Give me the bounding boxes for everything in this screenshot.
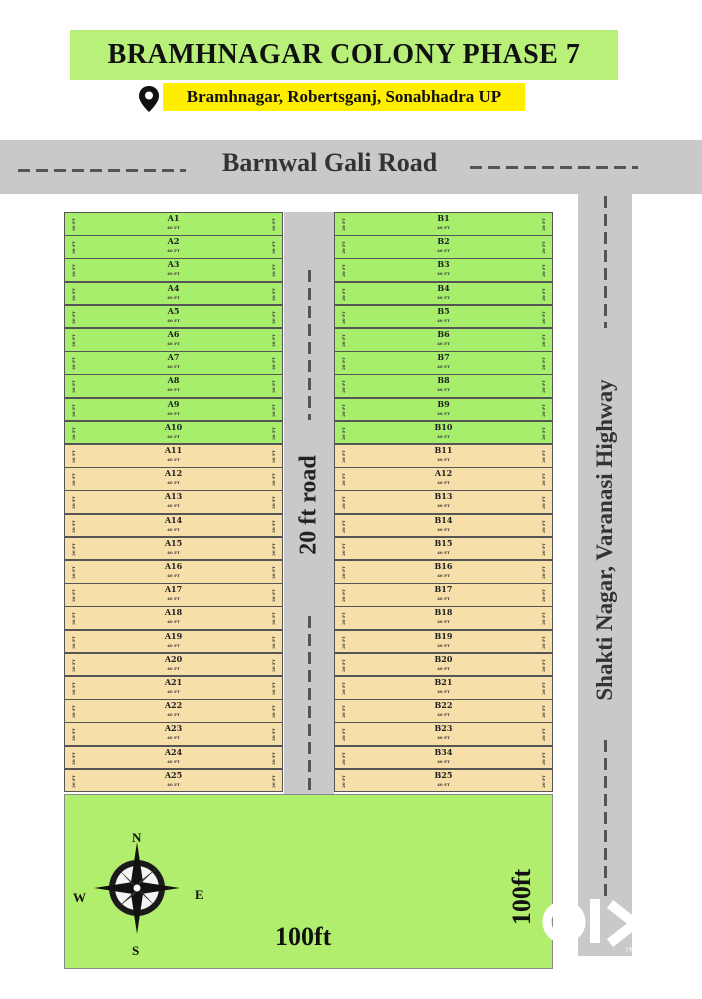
plot-side-label-left: 20 FT	[340, 751, 346, 765]
plot-right	[334, 560, 553, 584]
location-text: Bramhnagar, Robertsganj, Sonabhadra UP	[186, 87, 502, 106]
plot-left	[64, 676, 283, 700]
plot-number: A14	[164, 514, 183, 525]
plot-number: A16	[164, 561, 183, 571]
plot-side-label-right: 20 FT	[541, 635, 547, 649]
side-road-label: Shakti Nagar, Varanasi Highway	[592, 379, 617, 701]
plot-side-label-left: 20 FT	[70, 450, 76, 463]
plot-number: B23	[434, 723, 453, 734]
plot-width-label: 40 FT	[167, 248, 180, 254]
plot-side-label-left: 20 FT	[340, 519, 346, 533]
plot-side-label-right: 20 FT	[271, 728, 277, 742]
plot-side-label-right: 20 FT	[271, 403, 277, 417]
plot-width-label: 40 FT	[167, 573, 180, 578]
plot-side-label-right: 20 FT	[271, 380, 277, 394]
title-banner	[70, 30, 618, 80]
plot-side-label-left: 20 FT	[340, 241, 346, 255]
plot-number: B7	[437, 352, 450, 363]
plot-width-label: 40 FT	[437, 341, 450, 346]
plot-width-label: 40 FT	[437, 317, 450, 323]
plot-right	[334, 537, 553, 561]
plot-side-label-left: 20 FT	[70, 635, 76, 649]
plot-width-label: 40 FT	[167, 480, 180, 486]
plot-width-label: 40 FT	[437, 758, 450, 764]
plot-width-label: 40 FT	[437, 549, 450, 555]
plot-left	[64, 328, 283, 352]
plot-side-label-left: 20 FT	[340, 589, 346, 603]
plot-width-label: 40 FT	[167, 665, 180, 671]
plot-side-label-right: 20 FT	[541, 264, 547, 278]
plot-side-label-left: 20 FT	[70, 705, 76, 719]
plot-side-label-right: 20 FT	[541, 287, 547, 301]
top-road-label: Barnwal Gali Road	[222, 148, 438, 177]
plot-width-label: 40 FT	[437, 573, 450, 578]
plot-left	[64, 467, 283, 491]
plot-number: B17	[434, 584, 453, 595]
plot-left	[64, 490, 283, 514]
plot-right	[334, 235, 553, 259]
plot-side-label-left: 20 FT	[340, 380, 346, 394]
plot-number: B3	[437, 259, 450, 270]
plot-number: A2	[167, 236, 180, 247]
plot-width-label: 40 FT	[437, 619, 450, 625]
plot-side-label-right: 20 FT	[541, 403, 547, 417]
plot-width-label: 40 FT	[437, 457, 450, 462]
plot-right	[334, 676, 553, 700]
plot-width-label: 40 FT	[437, 433, 450, 439]
plot-side-label-left: 20 FT	[340, 705, 346, 719]
plot-left	[64, 374, 283, 398]
plot-number: B1	[437, 213, 450, 223]
plot-width-label: 40 FT	[167, 689, 180, 694]
plot-number: B25	[434, 769, 453, 780]
plot-number: B14	[434, 514, 453, 525]
plot-side-label-right: 20 FT	[541, 380, 547, 394]
plot-side-label-right: 20 FT	[271, 473, 277, 487]
plot-left	[64, 560, 283, 584]
compass-east: E	[195, 887, 204, 902]
plot-number: A4	[167, 282, 180, 293]
plot-side-label-left: 20 FT	[340, 310, 346, 324]
plot-side-label-right: 20 FT	[541, 589, 547, 603]
plot-side-label-right: 20 FT	[541, 334, 547, 347]
plot-right	[334, 212, 553, 236]
plot-number: B19	[434, 630, 453, 641]
plot-width-label: 40 FT	[437, 712, 450, 718]
plot-right	[334, 653, 553, 677]
plot-number: B9	[437, 398, 450, 409]
plot-side-label-right: 20 FT	[541, 310, 547, 324]
plot-side-label-left: 20 FT	[340, 635, 346, 649]
plot-width-label: 40 FT	[437, 596, 450, 602]
plot-number: B8	[437, 375, 450, 386]
plot-side-label-right: 20 FT	[271, 542, 277, 556]
plot-number: B18	[434, 607, 453, 618]
plot-right	[334, 722, 553, 746]
park-width-label: 100ft	[275, 922, 332, 951]
plot-width-label: 40 FT	[167, 735, 180, 741]
location-pin-icon	[138, 85, 160, 113]
plot-right	[334, 444, 553, 468]
plot-width-label: 40 FT	[167, 433, 180, 439]
plot-width-label: 40 FT	[167, 549, 180, 555]
plot-left	[64, 444, 283, 468]
page-title: BRAMHNAGAR COLONY PHASE 7	[107, 39, 581, 70]
plot-width-label: 40 FT	[437, 526, 450, 532]
plot-left	[64, 653, 283, 677]
plot-side-label-left: 20 FT	[340, 218, 346, 231]
plot-width-label: 40 FT	[437, 735, 450, 741]
plot-width-label: 40 FT	[167, 596, 180, 602]
plot-side-label-left: 20 FT	[340, 334, 346, 347]
plot-width-label: 40 FT	[167, 619, 180, 625]
plot-width-label: 40 FT	[437, 503, 450, 509]
plot-side-label-left: 20 FT	[70, 728, 76, 742]
plot-left	[64, 699, 283, 723]
plot-side-label-right: 20 FT	[271, 589, 277, 603]
plot-left	[64, 212, 283, 236]
plot-width-label: 40 FT	[437, 364, 450, 370]
plot-left	[64, 305, 283, 329]
park-depth-label: 100ft	[507, 868, 536, 926]
plot-right	[334, 258, 553, 282]
plot-side-label-left: 20 FT	[70, 519, 76, 533]
middle-road-dash-bottom	[308, 616, 311, 791]
plot-number: A25	[164, 769, 183, 780]
plot-right	[334, 282, 553, 306]
plot-number: A1	[167, 213, 180, 223]
plot-width-label: 40 FT	[437, 294, 450, 300]
plot-left	[64, 606, 283, 630]
plot-side-label-left: 20 FT	[70, 566, 76, 579]
plot-number: B4	[437, 282, 450, 293]
middle-road-label: 20 ft road	[295, 455, 322, 555]
plot-number: B20	[434, 653, 453, 664]
plot-number: A23	[164, 723, 183, 734]
plot-number: A8	[167, 375, 180, 386]
plot-right	[334, 398, 553, 422]
plot-left	[64, 351, 283, 375]
plot-side-label-right: 20 FT	[271, 450, 277, 463]
plot-right	[334, 328, 553, 352]
plot-width-label: 40 FT	[437, 480, 450, 486]
plot-number: B5	[437, 305, 450, 316]
plot-number: A12	[434, 468, 453, 479]
plot-side-label-right: 20 FT	[271, 705, 277, 719]
plot-left	[64, 258, 283, 282]
plot-side-label-right: 20 FT	[541, 682, 547, 695]
compass-south: S	[132, 943, 140, 958]
plot-width-label: 40 FT	[167, 410, 180, 416]
plot-number: B2	[437, 236, 450, 247]
plot-side-label-left: 20 FT	[340, 426, 346, 440]
plot-right	[334, 699, 553, 723]
plot-side-label-left: 20 FT	[70, 496, 76, 510]
plot-number: B11	[434, 445, 453, 455]
plot-side-label-left: 20 FT	[70, 241, 76, 255]
plot-number: A17	[164, 584, 183, 595]
plot-side-label-right: 20 FT	[541, 473, 547, 487]
plot-number: A22	[164, 700, 183, 711]
plot-number: B10	[434, 421, 453, 432]
plot-right	[334, 490, 553, 514]
plot-left	[64, 583, 283, 607]
top-road-dash-left	[18, 169, 186, 172]
plot-side-label-right: 20 FT	[271, 287, 277, 301]
plot-number: A11	[164, 445, 183, 455]
plot-side-label-right: 20 FT	[271, 635, 277, 649]
plot-number: B13	[434, 491, 453, 502]
plot-number: A10	[164, 421, 183, 432]
plot-right	[334, 746, 553, 770]
plot-number: A21	[164, 677, 183, 687]
side-road-dash-top	[604, 196, 607, 328]
plot-side-label-right: 20 FT	[271, 658, 277, 672]
plot-width-label: 40 FT	[167, 503, 180, 509]
plot-width-label: 40 FT	[167, 364, 180, 370]
plot-width-label: 40 FT	[437, 689, 450, 694]
plot-side-label-left: 20 FT	[340, 496, 346, 510]
plot-side-label-left: 20 FT	[340, 566, 346, 579]
plot-width-label: 40 FT	[167, 294, 180, 300]
plot-side-label-left: 20 FT	[70, 264, 76, 278]
plot-side-label-right: 20 FT	[541, 774, 547, 788]
plot-side-label-right: 20 FT	[541, 426, 547, 440]
plot-side-label-left: 20 FT	[70, 658, 76, 672]
plot-side-label-right: 20 FT	[271, 334, 277, 347]
plot-side-label-right: 20 FT	[541, 496, 547, 510]
plot-side-label-right: 20 FT	[541, 357, 547, 371]
plot-number: B21	[434, 677, 453, 687]
plot-number: B6	[437, 329, 450, 339]
plot-side-label-right: 20 FT	[271, 751, 277, 765]
plot-side-label-right: 20 FT	[541, 566, 547, 579]
plot-side-label-left: 20 FT	[70, 310, 76, 324]
plot-number: B16	[434, 561, 453, 571]
plot-number: B15	[434, 537, 453, 548]
plot-left	[64, 537, 283, 561]
plot-left	[64, 398, 283, 422]
plot-side-label-right: 20 FT	[271, 566, 277, 579]
plot-width-label: 40 FT	[437, 271, 450, 277]
plot-width-label: 40 FT	[167, 712, 180, 718]
plot-side-label-right: 20 FT	[541, 241, 547, 255]
plot-side-label-right: 20 FT	[271, 519, 277, 533]
plot-side-label-left: 20 FT	[340, 658, 346, 672]
plot-side-label-left: 20 FT	[70, 774, 76, 788]
plot-width-label: 40 FT	[167, 271, 180, 277]
plot-side-label-left: 20 FT	[70, 682, 76, 695]
plot-right	[334, 769, 553, 793]
plot-side-label-left: 20 FT	[70, 334, 76, 347]
plot-right	[334, 305, 553, 329]
plot-number: A15	[164, 537, 183, 548]
plot-left	[64, 514, 283, 538]
plot-side-label-left: 20 FT	[340, 728, 346, 742]
plot-side-label-right: 20 FT	[271, 241, 277, 255]
plot-side-label-right: 20 FT	[541, 542, 547, 556]
plot-side-label-right: 20 FT	[541, 218, 547, 231]
compass-north: N	[132, 830, 142, 845]
plot-side-label-left: 20 FT	[340, 682, 346, 695]
plot-side-label-right: 20 FT	[541, 519, 547, 533]
plot-number: A13	[164, 491, 183, 502]
location-banner	[163, 83, 525, 111]
plot-side-label-right: 20 FT	[271, 426, 277, 440]
plot-side-label-left: 20 FT	[70, 357, 76, 371]
plot-side-label-right: 20 FT	[271, 496, 277, 510]
plot-side-label-left: 20 FT	[340, 287, 346, 301]
plot-width-label: 40 FT	[167, 526, 180, 532]
compass-rose-icon	[92, 838, 182, 938]
plot-number: A9	[167, 398, 180, 409]
plot-side-label-left: 20 FT	[70, 287, 76, 301]
plot-right	[334, 514, 553, 538]
plot-side-label-left: 20 FT	[340, 473, 346, 487]
watermark-subtext: INDIA	[626, 946, 651, 954]
plot-side-label-right: 20 FT	[271, 682, 277, 695]
plot-number: A3	[167, 259, 180, 270]
plot-side-label-left: 20 FT	[70, 589, 76, 603]
plot-side-label-left: 20 FT	[70, 380, 76, 394]
compass-west: W	[73, 890, 86, 905]
plot-number: A5	[167, 305, 180, 316]
plot-side-label-right: 20 FT	[271, 357, 277, 371]
plot-width-label: 40 FT	[167, 341, 180, 346]
plot-side-label-left: 20 FT	[340, 612, 346, 626]
plot-side-label-left: 20 FT	[70, 473, 76, 487]
plot-number: A12	[164, 468, 183, 479]
plot-side-label-left: 20 FT	[340, 774, 346, 788]
plot-number: B22	[434, 700, 453, 711]
plot-left	[64, 421, 283, 445]
plot-side-label-left: 20 FT	[340, 542, 346, 556]
plot-width-label: 40 FT	[167, 457, 180, 462]
side-road-dash-bottom	[604, 740, 607, 900]
plot-side-label-right: 20 FT	[541, 705, 547, 719]
plot-side-label-right: 20 FT	[271, 774, 277, 788]
plot-side-label-right: 20 FT	[541, 612, 547, 626]
plot-right	[334, 421, 553, 445]
plot-right	[334, 606, 553, 630]
plot-side-label-right: 20 FT	[271, 264, 277, 278]
plot-number: A24	[164, 746, 183, 757]
plot-right	[334, 351, 553, 375]
plot-side-label-left: 20 FT	[340, 264, 346, 278]
plot-left	[64, 282, 283, 306]
plot-left	[64, 235, 283, 259]
plot-width-label: 40 FT	[437, 248, 450, 254]
plot-number: A19	[164, 630, 183, 641]
plot-side-label-left: 20 FT	[70, 612, 76, 626]
plot-number: A6	[167, 329, 180, 339]
plot-side-label-left: 20 FT	[70, 426, 76, 440]
plot-side-label-right: 20 FT	[271, 218, 277, 231]
plot-left	[64, 722, 283, 746]
plot-side-label-left: 20 FT	[340, 450, 346, 463]
plot-number: B34	[434, 746, 453, 757]
plot-width-label: 40 FT	[437, 665, 450, 671]
plot-side-label-right: 20 FT	[271, 612, 277, 626]
plot-number: A18	[164, 607, 183, 618]
plot-side-label-left: 20 FT	[340, 357, 346, 371]
plot-side-label-left: 20 FT	[340, 403, 346, 417]
plot-width-label: 40 FT	[437, 387, 450, 393]
plot-left	[64, 769, 283, 793]
plot-width-label: 40 FT	[167, 758, 180, 764]
plot-width-label: 40 FT	[167, 317, 180, 323]
plot-right	[334, 374, 553, 398]
plot-side-label-left: 20 FT	[70, 751, 76, 765]
plot-right	[334, 467, 553, 491]
plot-side-label-right: 20 FT	[541, 728, 547, 742]
plot-left	[64, 746, 283, 770]
plot-width-label: 40 FT	[167, 642, 180, 648]
top-road-dash-right	[470, 166, 638, 169]
plot-side-label-right: 20 FT	[541, 450, 547, 463]
plot-width-label: 40 FT	[437, 642, 450, 648]
plot-side-label-left: 20 FT	[70, 542, 76, 556]
plot-width-label: 40 FT	[167, 225, 180, 230]
plot-width-label: 40 FT	[167, 387, 180, 393]
plot-width-label: 40 FT	[437, 781, 450, 787]
compass	[60, 820, 230, 960]
plot-width-label: 40 FT	[437, 410, 450, 416]
plot-width-label: 40 FT	[167, 781, 180, 787]
plot-number: A7	[167, 352, 180, 363]
plot-number: A20	[164, 653, 183, 664]
plot-left	[64, 630, 283, 654]
plot-side-label-right: 20 FT	[271, 310, 277, 324]
plot-width-label: 40 FT	[437, 225, 450, 230]
plot-side-label-left: 20 FT	[70, 218, 76, 231]
plot-side-label-right: 20 FT	[541, 751, 547, 765]
plot-side-label-right: 20 FT	[541, 658, 547, 672]
plot-side-label-left: 20 FT	[70, 403, 76, 417]
middle-road-dash-top	[308, 270, 311, 420]
plot-right	[334, 630, 553, 654]
plot-right	[334, 583, 553, 607]
